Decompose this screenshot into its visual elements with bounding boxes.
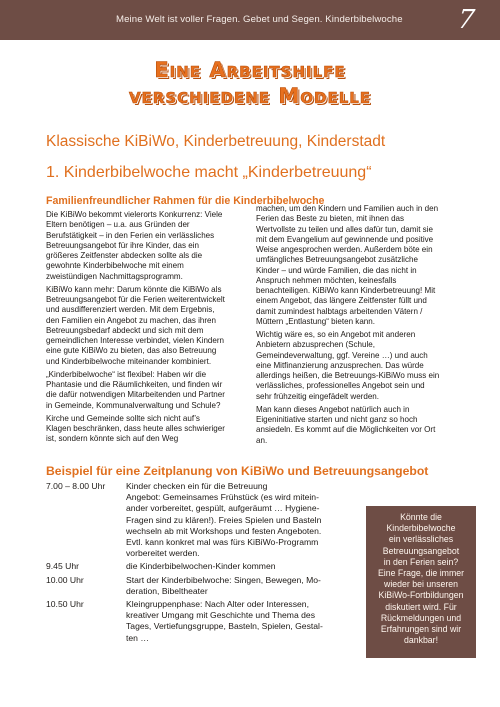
schedule-time: 9.45 Uhr [46, 561, 79, 572]
schedule-line: Kleingruppenphase: Nach Alter oder Interessen, [126, 599, 309, 610]
section-title: 1. Kinderbibelwoche macht „Kinderbetreuung“ [46, 164, 372, 181]
schedule-line: Fragen sind zu klären!). Freies Spielen und Basteln [126, 514, 322, 525]
info-box-line: KiBiWo-Fortbildungen [378, 590, 464, 601]
paragraph: Die KiBiWo bekommt vielerorts Konkurrenz: Viele Eltern benötigen – u.a. aus Gründen der Berufstätigkeit – in den Ferien ein verlässliches Betreuungsangebot für ihre Kinder, das ein größeres Zeitfenster abdecken sollte als die gewohnte Kinderbibelwoche mit einem zweistündigen Nachmittagsprogramm. [46, 210, 223, 281]
schedule-table [46, 481, 356, 646]
schedule-line: deration, Bibeltheater [126, 585, 208, 596]
schedule-line: Tages, Vertiefungsgruppe, Basteln, Spielen, Gestal- [126, 621, 323, 632]
running-title: Meine Welt ist voller Fragen. Gebet und Segen. Kinderbibelwoche [116, 14, 403, 25]
schedule-line: ander vorbereitet, gespült, aufgeräumt … Hygiene- [126, 503, 320, 514]
schedule-row [46, 575, 356, 597]
info-box-line: Erfahrungen sind wir [380, 624, 462, 635]
paragraph: Wichtig wäre es, so ein Angebot mit anderen Anbietern abzusprechen (Schule, Gemeindeverwaltung, ggf. Vereine …) und auch eine Mitfinanzierung anzusprechen. Das würde allerdings heißen, die Betreuungs-KiBiWo muss ein verlässliches, professionelles Angebot sein und sehr frühzeitig eingefädelt werden. [256, 330, 440, 401]
info-box-line: Rückmeldungen und [380, 612, 462, 623]
schedule-time: 10.50 Uhr [46, 599, 84, 610]
schedule-line: Kinder checken ein für die Betreuung [126, 481, 268, 491]
paragraph: machen, um den Kindern und Familien auch in den Ferien das Beste zu bieten, mit ihnen das Wertvollste zu teilen und alles dafür tun, damit sie mit dem Evangelium auf gewinnende und positive Weise angesprochen werden. Außerdem böte ein umfängliches Betreuungsangebot zusätzliche Kinder – und würde Familien, die das nicht in Anspruch nehmen möchten, keinesfalls benachteiligen. KiBiWo kann Kinderbetreuung! Mit einem Angebot, das längere Zeitfenster füllt und damit zumindest halbtags arbeitenden Vätern / Müttern „Entlastung“ bieten kann. [256, 204, 439, 326]
paragraph: „Kinderbibelwoche“ ist flexibel: Haben wir die Phantasie und die Räumlichkeiten, und finden wir die dafür notwendigen Mitarbeitenden und Partner in Gemeinde, Kommunalverwaltung und Schule? [46, 369, 225, 410]
schedule-row [46, 481, 356, 559]
page-number: 7 [456, 5, 477, 35]
info-box-line: ein verlässliches [388, 534, 454, 545]
main-title-line1: Eine Arbeitshilfe [154, 58, 346, 82]
schedule-line: wechseln ab mit Workshops und festen Angeboten. [126, 525, 322, 536]
subtitle: Klassische KiBiWo, Kinderbetreuung, Kinderstadt [46, 133, 386, 150]
schedule-line: kreativer Umgang mit Geschichte und Thema des [126, 610, 315, 621]
schedule-row [46, 561, 356, 572]
info-box-line: dankbar! [403, 635, 439, 646]
info-box-line: Kinderbibelwoche [386, 523, 456, 534]
schedule-line: Evtl. kann konkret mal was fürs KiBiWo-Programm [126, 537, 319, 548]
paragraph: KiBiWo kann mehr: Darum könnte die KiBiWo als Betreuungsangebot für die Ferien weiterentwickelt und ausdifferenziert werden. Mit dem Ergebnis, den Familien ein Angebot zu machen, das ihren Betreuungsbedarf abdeckt und sich mit dem gemeindlichen Interesse verbindet, vielen Kindern eine gute KiBiWo zu bieten, das also Betreuung und Kinderbibelwoche miteinander kombiniert. [46, 284, 225, 366]
left-column [46, 210, 226, 448]
schedule-line: Angebot: Gemeinsames Frühstück (es wird mitein- [126, 492, 319, 503]
schedule-description [126, 599, 356, 644]
subsection-title: Familienfreundlicher Rahmen für die Kinderbibelwoche [46, 195, 325, 207]
schedule-description [126, 575, 356, 597]
schedule-description [126, 561, 356, 572]
schedule-line: die Kinderbibelwochen-Kinder kommen [126, 561, 276, 572]
schedule-time: 10.00 Uhr [46, 574, 84, 585]
schedule-time: 7.00 – 8.00 Uhr [46, 481, 106, 491]
main-title-line2: verschiedene Modelle [128, 84, 372, 108]
right-column [256, 204, 442, 449]
info-box-line: diskutiert wird. Für [385, 601, 457, 612]
info-box-line: in den Ferien sein? [383, 556, 459, 567]
info-box [366, 506, 476, 658]
schedule-line: ten … [126, 632, 149, 643]
info-box-line: wieder bei unseren [384, 579, 458, 590]
info-box-line: Betreuungsangebot [382, 545, 460, 556]
paragraph: Kirche und Gemeinde sollte sich nicht auf’s Klagen beschränken, dass heute alles schwieriger ist, sondern könnte sich auf den Weg [46, 413, 225, 444]
schedule-title: Beispiel für eine Zeitplanung von KiBiWo und Betreuungsangebot [46, 464, 429, 478]
header-bar [0, 0, 500, 40]
info-box-line: Könnte die [400, 512, 442, 522]
paragraph: Man kann dieses Angebot natürlich auch in Eigeninitiative starten und nicht ganz so hoch ansiedeln. Es kommt auf die Möglichkeiten vor Ort an. [256, 404, 436, 445]
schedule-description [126, 481, 356, 559]
schedule-line: Start der Kinderbibelwoche: Singen, Bewegen, Mo- [126, 574, 321, 585]
schedule-row [46, 599, 356, 644]
schedule-line: vorbereitet werden. [126, 548, 200, 559]
info-box-line: Eine Frage, die immer [377, 568, 465, 579]
